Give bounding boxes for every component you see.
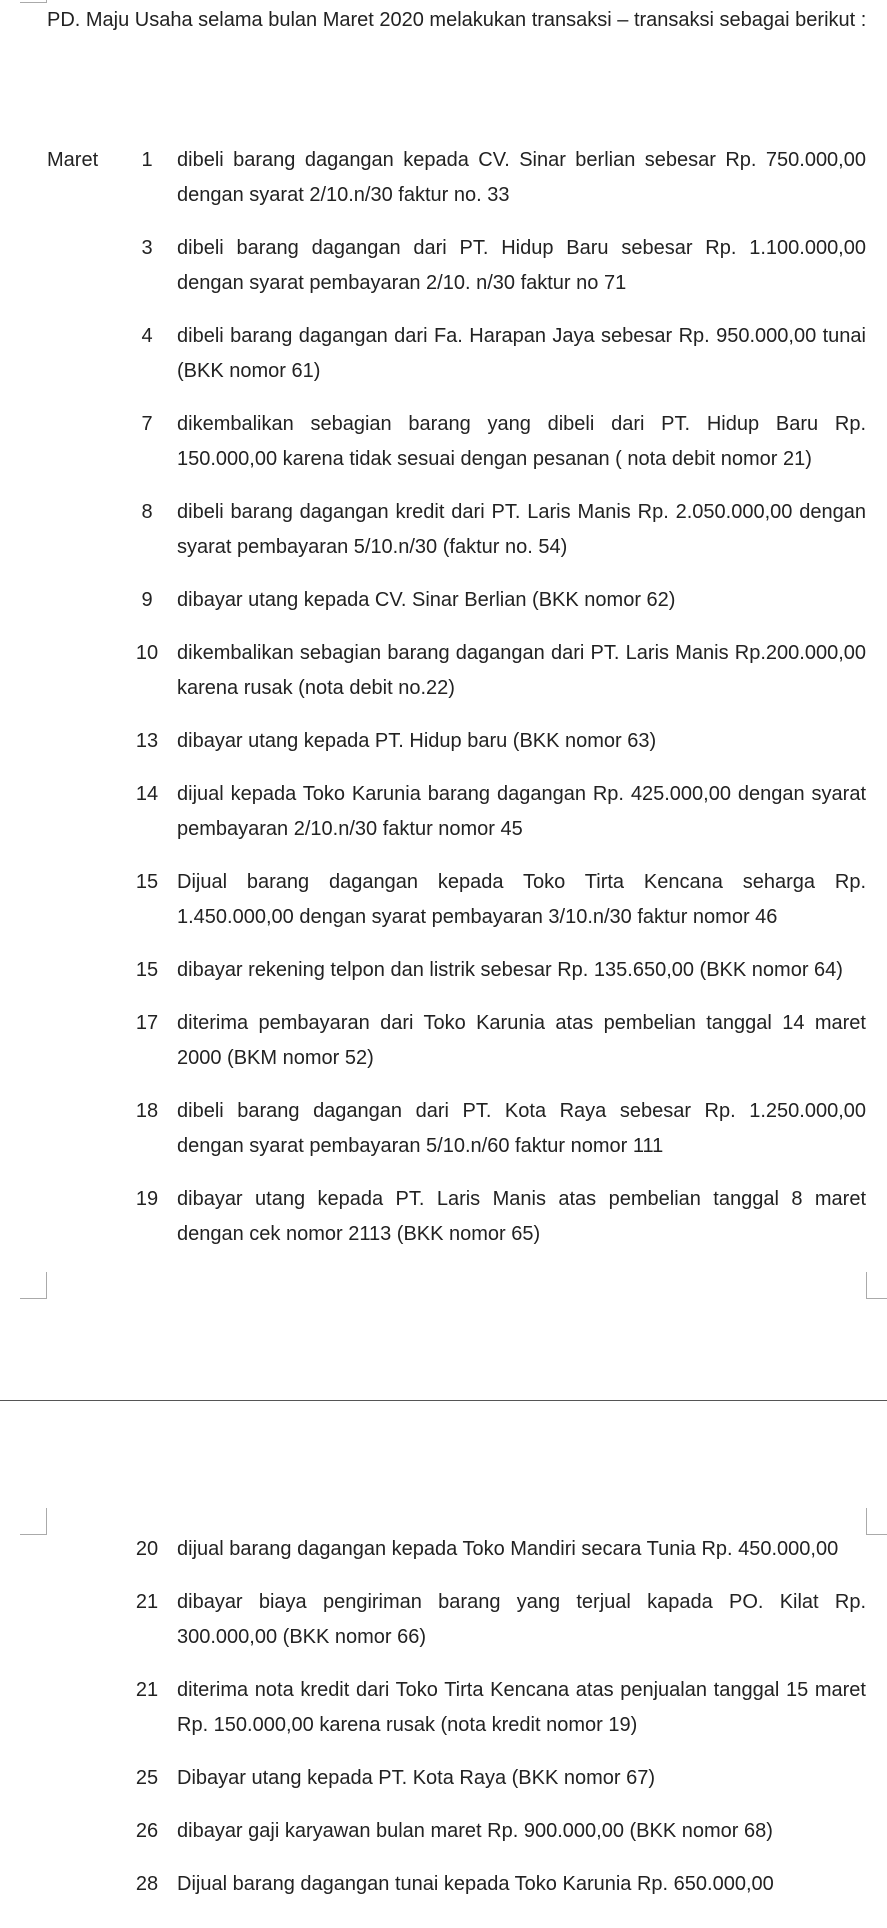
- page-corner-mark: [866, 1272, 887, 1299]
- transaction-day: 7: [141, 413, 153, 435]
- transaction-entry: [0, 1182, 887, 1270]
- transaction-description: dibayar utang kepada CV. Sinar Berlian (BKK nomor 62): [177, 589, 676, 611]
- transaction-description: Dijual barang dagangan tunai kepada Toko Karunia Rp. 650.000,00: [177, 1873, 774, 1895]
- transaction-day: 19: [135, 1188, 159, 1210]
- transaction-description: dibeli barang dagangan dari PT. Kota Raya sebesar Rp. 1.250.000,00 dengan syarat pembayaran 5/10.n/60 faktur nomor 111: [177, 1100, 866, 1157]
- transaction-day: 26: [135, 1820, 159, 1842]
- transaction-description: dijual barang dagangan kepada Toko Mandiri secara Tunia Rp. 450.000,00: [177, 1538, 839, 1560]
- transaction-entry: [0, 231, 887, 319]
- transaction-description: diterima pembayaran dari Toko Karunia atas pembelian tanggal 14 maret 2000 (BKM nomor 52): [177, 1012, 866, 1069]
- transaction-day: 18: [135, 1100, 159, 1122]
- transaction-entry: [0, 953, 887, 1006]
- transaction-description: dibeli barang dagangan dari PT. Hidup Baru sebesar Rp. 1.100.000,00 dengan syarat pembayaran 2/10. n/30 faktur no 71: [177, 237, 866, 294]
- transaction-entry: [0, 865, 887, 953]
- transaction-description: dibayar rekening telpon dan listrik sebesar Rp. 135.650,00 (BKK nomor 64): [177, 959, 843, 981]
- transaction-description: dibeli barang dagangan kepada CV. Sinar berlian sebesar Rp. 750.000,00 dengan syarat 2/10.n/30 faktur no. 33: [177, 149, 866, 206]
- transaction-day: 14: [135, 783, 159, 805]
- transaction-entry: [0, 319, 887, 407]
- transaction-day: 9: [141, 589, 153, 611]
- transaction-entry: [0, 1673, 887, 1761]
- transaction-entry: [0, 143, 887, 231]
- transaction-description: Dijual barang dagangan kepada Toko Tirta Kencana seharga Rp. 1.450.000,00 dengan syarat pembayaran 3/10.n/30 faktur nomor 46: [177, 871, 866, 928]
- transaction-list-page-1: [0, 143, 887, 1270]
- transaction-description: diterima nota kredit dari Toko Tirta Kencana atas penjualan tanggal 15 maret Rp. 150.000,00 karena rusak (nota kredit nomor 19): [177, 1679, 866, 1736]
- transaction-description: Dibayar utang kepada PT. Kota Raya (BKK nomor 67): [177, 1767, 656, 1789]
- transaction-entry: [0, 1761, 887, 1814]
- transaction-day: 28: [135, 1873, 159, 1895]
- transaction-day: 21: [135, 1679, 159, 1701]
- transaction-day: 15: [135, 959, 159, 981]
- transaction-entry: [0, 1006, 887, 1094]
- transaction-day: 1: [141, 149, 153, 171]
- transaction-entry: [0, 407, 887, 495]
- intro-paragraph: PD. Maju Usaha selama bulan Maret 2020 melakukan transaksi – transaksi sebagai berikut :: [47, 9, 867, 31]
- transaction-day: 13: [135, 730, 159, 752]
- transaction-day: 21: [135, 1591, 159, 1613]
- page-corner-mark: [20, 1272, 47, 1299]
- page-corner-mark: [20, 1508, 47, 1535]
- transaction-description: dibayar biaya pengiriman barang yang terjual kapada PO. Kilat Rp. 300.000,00 (BKK nomor 66): [177, 1591, 866, 1648]
- transaction-day: 10: [135, 642, 159, 664]
- month-label: Maret: [47, 149, 99, 171]
- transaction-entry: [0, 724, 887, 777]
- transaction-entry: [0, 495, 887, 583]
- transaction-day: 8: [141, 501, 153, 523]
- transaction-entry: [0, 1094, 887, 1182]
- transaction-entry: [0, 1585, 887, 1673]
- page-corner-mark: [866, 1508, 887, 1535]
- transaction-description: dijual kepada Toko Karunia barang dagangan Rp. 425.000,00 dengan syarat pembayaran 2/10.n/30 faktur nomor 45: [177, 783, 866, 840]
- transaction-list-page-2: [0, 1532, 887, 1920]
- transaction-description: dikembalikan sebagian barang yang dibeli dari PT. Hidup Baru Rp. 150.000,00 karena tidak sesuai dengan pesanan ( nota debit nomor 21): [177, 413, 866, 470]
- transaction-description: dibeli barang dagangan kredit dari PT. Laris Manis Rp. 2.050.000,00 dengan syarat pembayaran 5/10.n/30 (faktur no. 54): [177, 501, 866, 558]
- transaction-day: 3: [141, 237, 153, 259]
- page-break-line: [0, 1400, 887, 1401]
- transaction-day: 25: [135, 1767, 159, 1789]
- page-corner-mark: [20, 0, 47, 3]
- transaction-description: dibayar utang kepada PT. Hidup baru (BKK nomor 63): [177, 730, 657, 752]
- document-page-2: [0, 1402, 887, 1928]
- transaction-day: 20: [135, 1538, 159, 1560]
- transaction-entry: [0, 1532, 887, 1585]
- transaction-entry: [0, 1867, 887, 1920]
- transaction-description: dibeli barang dagangan dari Fa. Harapan Jaya sebesar Rp. 950.000,00 tunai (BKK nomor 61): [177, 325, 866, 382]
- transaction-description: dibayar utang kepada PT. Laris Manis atas pembelian tanggal 8 maret dengan cek nomor 2113 (BKK nomor 65): [177, 1188, 866, 1245]
- transaction-entry: [0, 636, 887, 724]
- transaction-day: 17: [135, 1012, 159, 1034]
- transaction-day: 15: [135, 871, 159, 893]
- transaction-entry: [0, 583, 887, 636]
- transaction-description: dibayar gaji karyawan bulan maret Rp. 900.000,00 (BKK nomor 68): [177, 1820, 773, 1842]
- transaction-entry: [0, 777, 887, 865]
- transaction-day: 4: [141, 325, 153, 347]
- transaction-entry: [0, 1814, 887, 1867]
- transaction-description: dikembalikan sebagian barang dagangan dari PT. Laris Manis Rp.200.000,00 karena rusak (nota debit no.22): [177, 642, 866, 699]
